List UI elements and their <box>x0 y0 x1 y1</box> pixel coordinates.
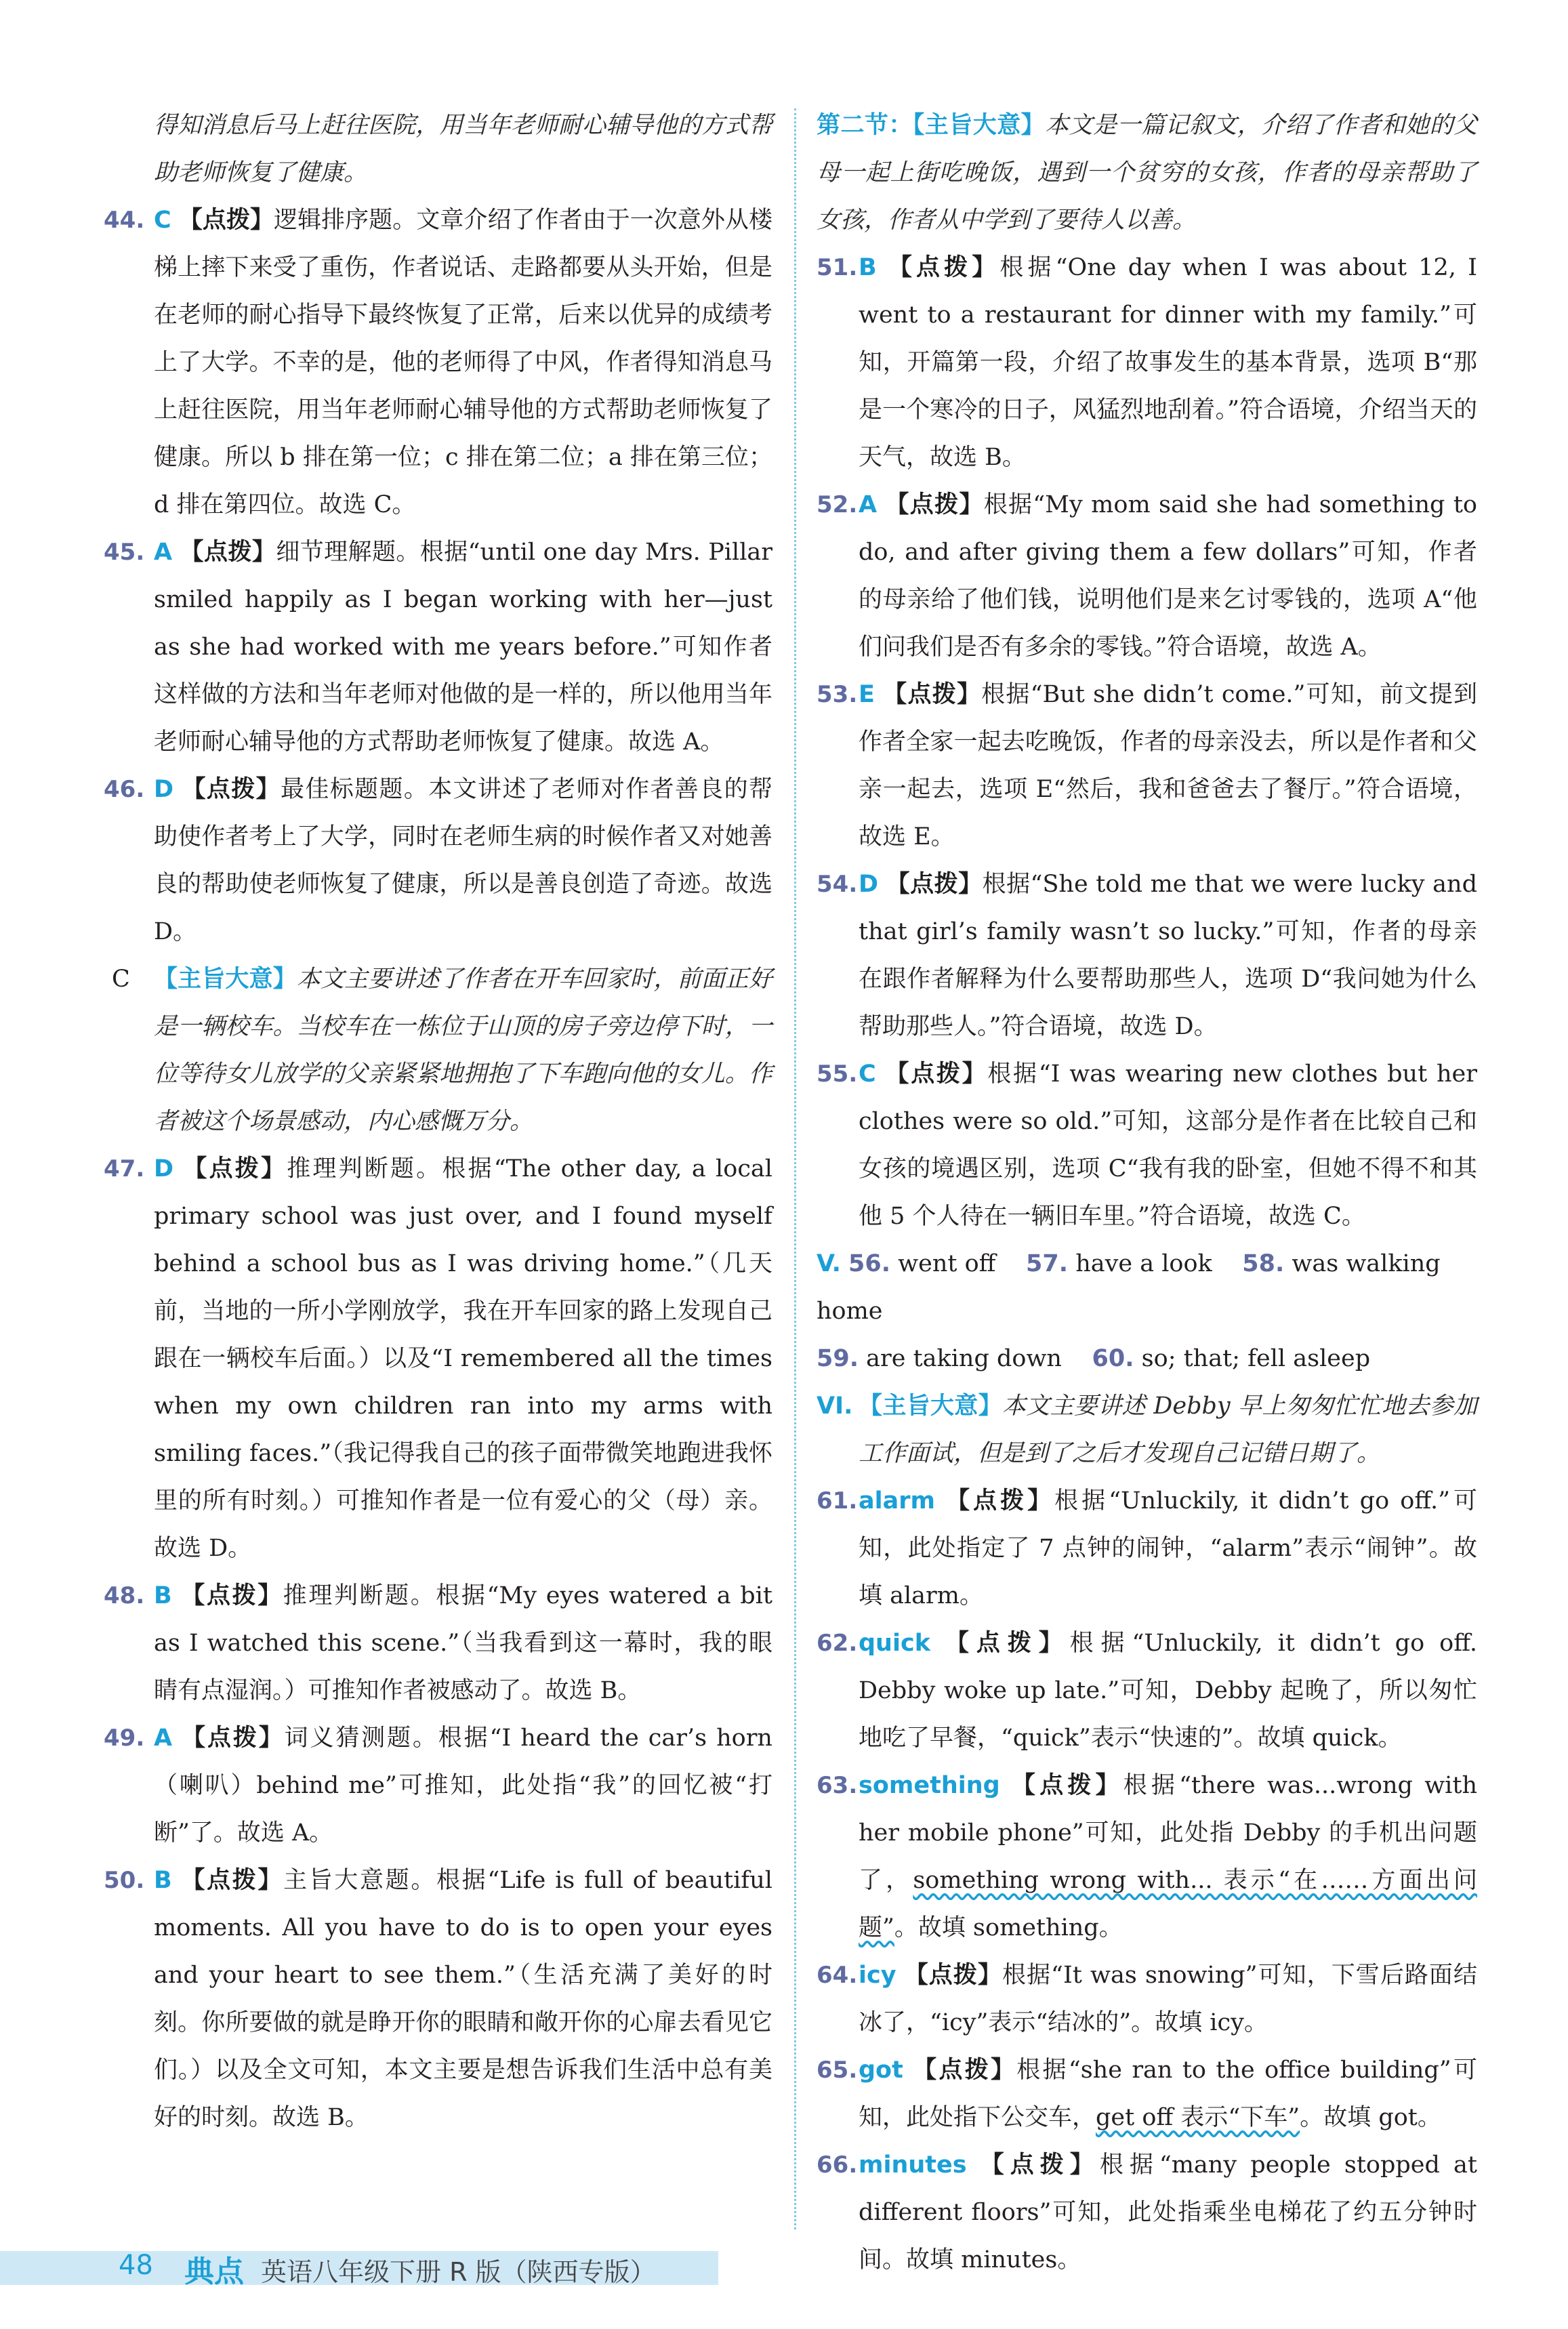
explanation: 推理判断题。根据“My eyes watered a bit as I watched this scene.”（当我看到这一幕时，我的眼睛有点湿润。）可推知作者被感动了。故选 B。 <box>154 1582 772 1704</box>
answer-item-63 <box>817 1762 1477 1952</box>
explanation: 根据“Unluckily, it didn’t go off. Debby woke up late.”可知，Debby 起晚了，所以匆忙地吃了早餐，“quick”表示“快速的”。故填 quick。 <box>859 1630 1477 1752</box>
item-number: 53. <box>817 681 858 708</box>
page-number: 48 <box>119 2250 153 2281</box>
answer-key: quick <box>859 1630 930 1657</box>
hint-tag: 【点拨】 <box>883 680 982 708</box>
item-number: 45. <box>104 539 145 566</box>
item-number: 56. <box>848 1250 891 1277</box>
item-number: 59. <box>817 1345 859 1372</box>
hint-tag: 【点拨】 <box>885 491 984 518</box>
explanation: 词义猜测题。根据“I heard the car’s horn（喇叭）behind me”可推知，此处指“我”的回忆被“打断”了。故选 A。 <box>154 1725 772 1847</box>
item-number: 66. <box>817 2151 858 2179</box>
answer-item-48 <box>104 1572 772 1714</box>
answer-item-55 <box>817 1050 1477 1240</box>
explanation-end: 。故填 something。 <box>894 1914 1123 1941</box>
answer-key: D <box>154 1155 174 1182</box>
item-number: 62. <box>817 1630 858 1657</box>
hint-tag: 【点拨】 <box>904 1961 1002 1989</box>
answer-key: A <box>154 1725 173 1752</box>
answer-key: D <box>859 871 879 898</box>
answer-key: alarm <box>859 1487 935 1514</box>
highlighted-phrase: something wrong with... 表示“在……方面出问题” <box>859 1867 1477 1941</box>
hint-tag: 【点拨】 <box>178 206 274 234</box>
hint-tag: 【点拨】 <box>180 538 276 566</box>
answer-key: got <box>859 2057 903 2084</box>
answer-key: A <box>154 539 173 566</box>
item-number: 63. <box>817 1772 858 1799</box>
section-2-summary <box>817 102 1477 244</box>
answer-item-47 <box>104 1145 772 1572</box>
summary-tag: 【主旨大意】 <box>859 1392 1002 1420</box>
hint-tag: 【点拨】 <box>885 1060 988 1088</box>
item-number: 47. <box>104 1155 145 1182</box>
answer-item-62 <box>817 1620 1477 1762</box>
answer-key: E <box>859 681 875 708</box>
item-number: 54. <box>817 871 858 898</box>
section-label: V. <box>817 1250 841 1277</box>
answer-text: was walking home <box>817 1250 1441 1325</box>
answer-text: went off <box>898 1250 996 1277</box>
item-number: 61. <box>817 1487 858 1514</box>
summary-text: 本文主要讲述了作者在开车回家时，前面正好是一辆校车。当校车在一栋位于山顶的房子旁边停下时，一位等待女儿放学的父亲紧紧地拥抱了下车跑向他的女儿。作者被这个场景感动，内心感慨万分。 <box>154 966 772 1135</box>
item-number: 49. <box>104 1725 145 1752</box>
hint-tag: 【点拨】 <box>182 1724 285 1752</box>
answer-key: B <box>154 1867 172 1894</box>
explanation: 根据“It was snowing”可知，下雪后路面结冰了，“icy”表示“结冰的”。故填 icy。 <box>859 1962 1477 2036</box>
answer-item-65 <box>817 2046 1477 2141</box>
section-label: 第二节： <box>817 112 913 139</box>
answer-key: A <box>859 491 878 518</box>
answer-item-50 <box>104 1857 772 2141</box>
answer-key: D <box>154 776 174 803</box>
explanation: 根据“My mom said she had something to do, and after giving them a few dollars”可知，作者的母亲给了他们钱，说明他们是来乞讨零钱的，选项 A“他们问我们是否有多余的零钱。”符合语境，故选 A。 <box>859 491 1477 661</box>
section-c-summary <box>112 955 772 1145</box>
item-number: 64. <box>817 1962 858 1989</box>
explanation: 推理判断题。根据“The other day, a local primary school was just over, and I found myself behind a school bus as I was driving home.”（几天前，当地的一所小学刚放学，我在开车回家的路上发现自己跟在一辆校车后面。）以及“I remembered all the times when my own children ran into my arms with smiling faces.”（我记得我自己的孩子面带微笑地跑进我怀里的所有时刻。）可推知作者是一位有爱心的父（母）亲。故选 D。 <box>154 1155 772 1562</box>
answer-key: minutes <box>859 2151 967 2179</box>
explanation: 根据“she ran to the office building”可知，此处指下公交车， <box>859 2057 1477 2131</box>
hint-tag: 【点拨】 <box>181 1582 283 1609</box>
item-number: 46. <box>104 776 145 803</box>
explanation: 根据“there was...wrong with her mobile phone”可知，此处指 Debby 的手机出问题了， <box>859 1772 1477 1894</box>
explanation: 根据“I was wearing new clothes but her clothes were so old.”可知，这部分是作者在比较自己和女孩的境遇区别，选项 C“我有我的卧室，但她不得不和其他 5 个人待在一辆旧车里。”符合语境，故选 C。 <box>859 1060 1477 1230</box>
hint-tag: 【点拨】 <box>183 1155 287 1182</box>
section-v-row-1 <box>817 1240 1477 1335</box>
answer-key: C <box>154 207 171 234</box>
left-column <box>104 102 772 2141</box>
hint-tag: 【点拨】 <box>886 870 983 898</box>
summary-tag: 【主旨大意】 <box>154 965 297 993</box>
section-label: C <box>112 966 130 993</box>
summary-text: 本文是一篇记叙文，介绍了作者和她的父母一起上街吃晚饭，遇到一个贫穷的女孩，作者的母亲帮助了女孩，作者从中学到了要待人以善。 <box>817 112 1477 234</box>
hint-tag: 【点拨】 <box>888 253 1000 281</box>
highlighted-phrase: get off 表示“下车” <box>1096 2104 1300 2131</box>
item-number: 58. <box>1242 1250 1285 1277</box>
brand-logo: 典点 <box>184 2254 244 2289</box>
page-footer <box>0 2236 1568 2290</box>
answer-key: something <box>859 1772 1000 1799</box>
item-number: 44. <box>104 207 145 234</box>
hint-tag: 【点拨】 <box>913 2056 1017 2084</box>
explanation: 根据“Unluckily, it didn’t go off.”可知，此处指定了 7 点钟的闹钟，“alarm”表示“闹钟”。故填 alarm。 <box>859 1487 1477 1609</box>
item-number: 57. <box>1026 1250 1069 1277</box>
item-number: 60. <box>1092 1345 1134 1372</box>
answer-item-61 <box>817 1477 1477 1620</box>
summary-text: 本文主要讲述 Debby 早上匆匆忙忙地去参加工作面试，但是到了之后才发现自己记错日期了。 <box>859 1393 1477 1467</box>
explanation: 根据“She told me that we were lucky and that girl’s family wasn’t so lucky.”可知，作者的母亲在跟作者解释为什么要帮助那些人，选项 D“我问她为什么帮助那些人。”符合语境，故选 D。 <box>859 871 1477 1040</box>
hint-tag: 【点拨】 <box>182 775 281 803</box>
continued-summary: 得知消息后马上赶往医院，用当年老师耐心辅导他的方式帮助老师恢复了健康。 <box>154 112 772 186</box>
explanation: 主旨大意题。根据“Life is full of beautiful moments. All you have to do is to open your eyes and your heart to see them.”（生活充满了美好的时刻。你所要做的就是睁开你的眼睛和敞开你的心扉去看见它们。）以及全文可知，本文主要是想告诉我们生活中总有美好的时刻。故选 B。 <box>154 1867 772 2131</box>
answer-item-64 <box>817 1952 1477 2046</box>
answer-item-49 <box>104 1714 772 1857</box>
hint-tag: 【点拨】 <box>946 1487 1055 1514</box>
hint-tag: 【点拨】 <box>181 1866 284 1894</box>
explanation-end: 。故填 got。 <box>1300 2104 1441 2131</box>
answer-key: icy <box>859 1962 896 1989</box>
column-divider <box>794 108 796 2229</box>
answer-item-52 <box>817 481 1477 671</box>
answer-text: are taking down <box>866 1345 1062 1372</box>
item-number: 65. <box>817 2057 858 2084</box>
item-number: 52. <box>817 491 858 518</box>
item-number: 55. <box>817 1060 858 1088</box>
explanation: 细节理解题。根据“until one day Mrs. Pillar smiled happily as I began working with her—just as she had worked with me years before.”可知作者这样做的方法和当年老师对他做的是一样的，所以他用当年老师耐心辅导他的方式帮助老师恢复了健康。故选 A。 <box>154 539 772 756</box>
hint-tag: 【点拨】 <box>980 2151 1100 2179</box>
explanation: 根据“One day when I was about 12, I went to a restaurant for dinner with my family.”可知，开篇第一段，介绍了故事发生的基本背景，选项 B“那是一个寒冷的日子，风猛烈地刮着。”符合语境，介绍当天的天气，故选 B。 <box>859 254 1477 471</box>
explanation: 根据“many people stopped at different floors”可知，此处指乘坐电梯花了约五分钟时间。故填 minutes。 <box>859 2151 1477 2273</box>
summary-tag: 【主旨大意】 <box>912 111 1046 139</box>
answer-text: so; that; fell asleep <box>1141 1345 1371 1372</box>
item-number: 50. <box>104 1867 145 1894</box>
section-vi-summary <box>817 1382 1477 1477</box>
item-number: 48. <box>104 1582 145 1609</box>
section-label: VI. <box>817 1393 853 1420</box>
answer-text: have a look <box>1075 1250 1212 1277</box>
answer-item-54 <box>817 861 1477 1050</box>
right-column <box>817 102 1477 2284</box>
explanation: 逻辑排序题。文章介绍了作者由于一次意外从楼梯上摔下来受了重伤，作者说话、走路都要从头开始，但是在老师的耐心指导下最终恢复了正常，后来以优异的成绩考上了大学。不幸的是，他的老师得了中风，作者得知消息马上赶往医院，用当年老师耐心辅导他的方式帮助老师恢复了健康。所以 b 排在第一位；c 排在第二位；a 排在第三位；d 排在第四位。故选 C。 <box>154 207 772 518</box>
section-v-row-2 <box>817 1335 1477 1382</box>
hint-tag: 【点拨】 <box>1012 1771 1123 1799</box>
answer-key: B <box>859 254 877 281</box>
explanation: 最佳标题题。本文讲述了老师对作者善良的帮助使作者考上了大学，同时在老师生病的时候作者又对她善良的帮助使老师恢复了健康，所以是善良创造了奇迹。故选 D。 <box>154 776 772 945</box>
hint-tag: 【点拨】 <box>945 1629 1070 1657</box>
answer-item-45 <box>104 529 772 766</box>
answer-key: C <box>859 1060 876 1088</box>
answer-item-53 <box>817 671 1477 861</box>
book-title: 英语八年级下册 R 版（陕西专版） <box>261 2257 656 2287</box>
answer-item-46 <box>104 766 772 955</box>
answer-item-44 <box>104 197 772 529</box>
item-number: 51. <box>817 254 858 281</box>
explanation: 根据“But she didn’t come.”可知，前文提到作者全家一起去吃晚饭，作者的母亲没去，所以是作者和父亲一起去，选项 E“然后，我和爸爸去了餐厅。”符合语境，故选 E。 <box>859 681 1477 850</box>
answer-key: B <box>154 1582 172 1609</box>
answer-item-51 <box>817 244 1477 481</box>
